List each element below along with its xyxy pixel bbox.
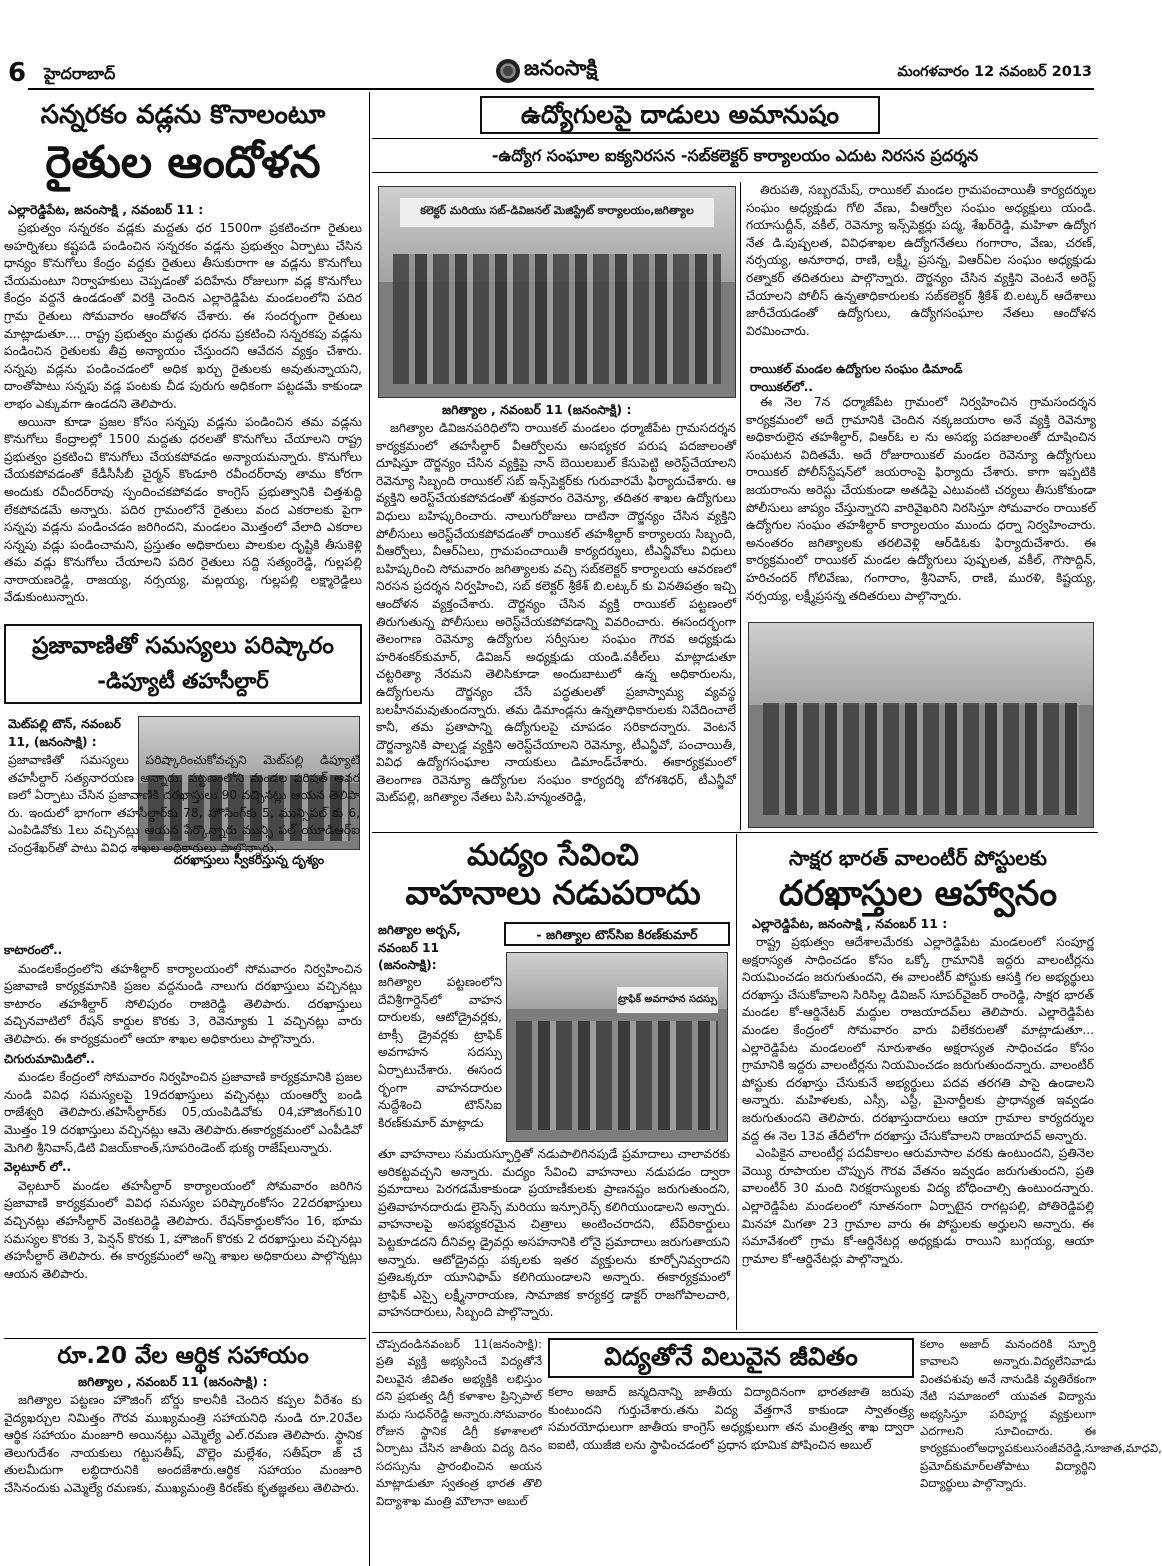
- drinking-headline-line1: మద్యం సేవించి: [466, 838, 640, 873]
- employees-body-right: [746, 182, 1096, 358]
- farmers-paragraph: అయినా కూడా ప్రజల కోసం సన్నపు వడ్లను పండించిన తమ వడ్లను కొనుగోలు కేంద్రాలల్లో 1500 మద్దతు ధరలతో కొనుగోలు చేయాలని రాష్ట్ర ప్రభుత్వం ప్రకటించి కొనుగోలు చేయకపోవడం అన్యాయమన్నారు. కొనుగోలు చేయకపోవడంతో కేడీసీసీబీ చైర్మన్ కొండూరి రవీందర్‌రావు తాము కోరగా అందుకు రవీందర్‌రావు స్పందించకపోవడం కాంగ్రెస్ ప్రభుత్వానికి చిత్తశుద్ది లేకపోవడమే అన్నారు. పదిర గ్రామంలోనే రైతులు వంద ఎకరాలకు పైగా సన్నపు వడ్లను పండించడం జరిగిందని, మండలం మొత్తంలో వేలాది ఎకరాల సన్నపు వడ్లు పండించామని, ప్రస్తుతం అధికారులు పాలకుల దృష్టికి తీసుకెళ్లి తమ వడ్లు కొనుగోలు చేయాలని పదిర రైతులు సద్ది సత్యంరెడ్డి, గుల్లపల్లి నారాయణరెడ్డి, రాజయ్య, నర్సయ్య, మల్లయ్య, గుల్లపల్లి లక్ష్మారెడ్డిలు వేడుకుంటున్నారు.: [4, 414, 362, 605]
- photo-office-sign: కలెక్టర్ మరియు సబ్-డివిజనల్ మెజిస్ట్రేట్ కార్యాలయం,జగిత్యాల: [400, 198, 713, 227]
- story-employees: [372, 92, 1098, 832]
- education-headline: విద్యతోనే విలువైన జీవితం: [548, 1338, 914, 1378]
- story-aid: [0, 1340, 366, 1562]
- volunteer-paragraph: ఎంపికైన వాలంటీర్ల పదవీకాలం ఆరుమాసాల వరకు ఉంటుందని, ప్రతినెల వెయ్యి రూపాయల చొప్పున గౌరవ వేతనం ఇవ్వడం జరుగుతుందని, ప్రతి వాలంటీర్ 30 మంది నిరక్షరాస్యులకు విద్య బోధించాల్సి ఉంటుందన్నారు. ఎల్లారెడ్డిపేట మండలంలో నూతనంగా ఏర్పాటైన రాగట్లపల్లి, పోతిరెడ్డిపల్లి మినహా మిగతా 23 గ్రామాల వారు ఈ పోస్టులకు అర్హులని అన్నారు. ఈ సమావేశంలో గ్రామ కో-ఆర్డినేటర్ల అధ్యక్షుడు రాయిని బుగ్గయ్య, ఆయా గ్రామాల కో-ఆర్డినేటర్లు పాల్గొన్నారు.: [742, 1146, 1094, 1266]
- story-farmers: [0, 92, 366, 620]
- education-paragraph: చొప్పదండినవంబర్ 11(జనంసాక్షి): ప్రతి వ్యక్తి అభ్యసించే విద్యతోనే విలువైన జీవితం అభ్యక్తికి లభిస్తుం దని ప్రభుత్వ డిగ్రీ కళాశాల ప్రిన్సిపాల్ మధు సుధన్‌రెడ్డి అన్నారు.సోమవారం రోజున స్థానిక డిగ్రీ కళాశాలలో ఏర్పాటు చేసిన జాతీయ విద్య దినం సదస్సును ప్రారంభించిన అయన మాట్లాడుతూ స్వతంత్ర భారత తొలి విద్యాశాఖ మంత్రి మౌలానా అబుల్: [376, 1337, 542, 1508]
- prajavani-paragraph: మండలకేంద్రంలోని తహశీల్దార్ కార్యాలయంలో సోమవారం నిర్వహించిన ప్రజావాణి కార్యక్రమానికి ప్రజల వద్దనుండి నాలుగు దరఖాస్తులు వచ్చినట్లు కాటారం తహశీల్దార్ సోలిపురం రాజిరెడ్డి తెలిపారు. దరఖాస్తులు వచ్చినవాటిలో రేషన్ కార్డుల కొరకు 3, రెవెన్యూకు 1 వచ్చినట్లు వారు తెలిపారు. ఈ కార్యక్రమంలో ఆయా శాఖల అధికారులు పాల్గొన్నారు.: [4, 961, 362, 1046]
- aid-paragraph: జగిత్యాల పట్టణం హౌజింగ్ బోర్డు కాలనీకి చెందిన కప్పల వీరేశం కు వైద్యఖర్చుల నిమిత్తం గౌరవ ముఖ్యమంత్రి సహాయనిధి నుండి రూ.20వేల ఆర్థిక సహాయం మంజూరి అయినట్లు ఎమ్మెల్యే ఎల్.రమణ తెలిపారు. స్థానిక తెలుగుదేశం నాయకులు గట్టుసతీష్, వొల్లెం మల్లేశం, సతీష్‌రా జ్ చే తులమీదుగా లబ్ధిదారునికి అందజేశారు.ఆర్థిక సహాయం మంజూరి చేసినందుకు ఎమ్మెల్యే రమణకు, ముఖ్యమంత్రి కిరణ్‌కు కృతజ్ఞతలు తెలిపారు.: [4, 1393, 362, 1495]
- kataram-subheading: కాటారంలో..: [4, 943, 63, 957]
- story-drinking: [372, 834, 734, 1330]
- drinking-body: [378, 1146, 730, 1328]
- chigurumamidi-subheading: చిగురుమామిడిలో..: [4, 1051, 95, 1066]
- prajavani-paragraph: వెల్గటూర్ మండల తహసీల్దార్ కార్యాలయంలో సోమవారం జరిగిన ప్రజావాణి కార్యక్రమంలో వివిధ సమస్యల పరిష్కారంకోసం 22దరఖాస్తులు వచ్చినట్లు తహసీల్దార్ వెంకటరెడ్డి తెలిపారు. రేషన్‌కార్డులకోసం 16, భూమ సమస్యల కొరకు 3, పెన్షన్ కొరకు 1, హౌజింగ్ కొరకు 2 దరఖాస్తులు వచ్చినట్లు తహసీల్దార్ తెలిపారు. ఈ కార్యక్రమంలో అన్ని శాఖల అధికారులు పాల్గొన్నట్లు ఆయన తెలిపారు.: [4, 1178, 362, 1281]
- employees-paragraph: ఈ నెల 7న ధర్మాజీపేట గ్రామంలో నిర్వహించిన గ్రామసందర్శన కార్యక్రమంలో అదే గ్రామానికి చెందిన నక్కజయరాం అనే వ్యక్తి రెవెన్యూ అధికారులైన తహశీల్దార్, విఆర్ఓ ల ను అసభ్య పదజాలంతో దూషించిన సంఘటన విదితమే. అదే రోజురాయికల్ మండల రెవెన్యూ ఉద్యోగులు రాయికల్ పోలీస్‌స్టేషన్‌లో జయరాంపై ఫిర్యాదు చేశారు. కాగా ఇప్పటికి జయరాంను అరెస్టు చేయకుండా అతడిపై ఎటువంటి చర్యలు తీసుకోకుండా పోలీసులు జాప్యం చేస్తున్నారని వారివైఖరిని నిరసిస్తూ సోమవారం రాయికల్ ఉద్యోగుల సంఘం తహశీల్దార్ కార్యాలయం ముందు ధర్నా నిర్వహించారు. అనంతరం జగిత్యాలకు తరలివెళ్లి ఆర్‌డిఓకు ఫిర్యాదుచేశారు. ఈ కార్యక్రమంలో రాయికల్ మండల ఉద్యోగులు పుష్పలత, వకీల్, గౌసొద్దిన్, హరిచందర్ గోలివేణు, గంగారాం, శ్రీనివాస్, రాణి, మురళి, కిష్టయ్య, నర్సయ్య, లక్ష్మీప్రసన్న తదితరులు పాల్గొన్నారు.: [746, 395, 1096, 603]
- employees-body-left: [376, 420, 736, 830]
- prajavani-intro-text: ప్రజావాణితో సమస్యలు పరిష్కారించుకోవచ్చని మెట్‌పల్లి డిప్యూటి తహసీల్దార్ సత్యనారయణ అన్నారు. పట్టణంలోని మండల పరిషత్ ఆవర ణలో ఏర్పాటు చేసిన ప్రజావాణికి దరఖాస్తులు 90 వచ్చినట్లు ఆయన తెలిపా రు. ఇందులో భాగంగా తహసీల్దార్‌కు 78, హౌసింగ్‌కు 5, మున్సిపల్ కు 6, ఎంపిడివోకు 1లు వచ్చినట్లు ఆయన పేర్కొన్నారు మున్సి పల్ యూడిఆర్‌ఐ చంద్రశేఖర్‌తో పాటు వివిధ శాఖల అధికారులు పాల్గొన్నారు.: [8, 753, 360, 855]
- prajavani-headline: ప్రజావాణితో సమస్యలు పరిష్కారం: [32, 633, 334, 659]
- drinking-intro-text: జగిత్యాల పట్టణంలోని దేవిశ్రీగార్డెన్‌లో వాహన దారులకు, ఆటోడ్రైవర్లకు, టాక్సీ డ్రైవర్లకు ట్రాఫిక్ అవగాహన సదస్సు ఏర్పాటుచేశారు. ఈసంద ర్భంగా వాహనదారుల నుద్దేశించి టౌన్‌సిఐ కిరణ్‌కుమార్ మాట్లాడు: [378, 975, 502, 1130]
- volunteer-headline: దరఖాస్తుల ఆహ్వానం: [778, 874, 1058, 914]
- education-paragraph: కలాం అజాద్ మనందరికి స్ఫూర్తి కావాలని అన్నారు.విద్యలేనివాడు వింతపశువు అనే నానుడికి వ్యతిరేకంగా నేటి సమాజంలో యువత విద్యాను అభ్యసిస్తూ పరిపూర్ణ వ్యక్తులుగా ఎదగాలని సూచించారు. ఈ కార్యక్రమంలోఅధ్యాపకులుసంజీవరెడ్డి,సూజాత,మాధవి, ప్రమోద్‌కుమార్‌లతోపాటు విద్యార్థిని విద్యార్థులు పాల్గొన్నారు.: [920, 1337, 1162, 1491]
- paper-logo: [496, 54, 622, 88]
- paper-name: జనంసాక్షి: [524, 56, 598, 80]
- employees-body-side: [746, 394, 1096, 620]
- section-rule: [4, 1338, 366, 1339]
- photo-banner: ట్రాఫిక్ అవగాహన సదస్సు: [617, 987, 718, 1013]
- education-col-mid: [548, 1384, 914, 1558]
- prajavani-dateline: మెట్‌పల్లి టౌన్, నవంబర్ 11, (జనంసాక్షి) :: [8, 717, 121, 749]
- farmers-paragraph: ప్రభుత్వం సన్నరకం వడ్లకు మద్దతు ధర 1500గా ప్రకటించగా రైతులు అహర్నిశలు కష్టపడి పండించిన సన్నరకం వడ్లను ప్రభుత్వం ఏర్పాటు చేసిన ధాన్యం కొనుగోలు కేంద్రం వద్దకు రైతులు తీసుకురాగా ఆ వడ్లను కొనుగోలు చేయమంటూ నిర్వాహకులు చెప్పడంతో పదిహేను రోజులుగా వడ్ల కొనుగోలు కేంద్రం వద్దనే ఉండడంతో విరక్తి చెందిన ఎల్లారెడ్డిపేట మండలంలోని పదిర గ్రామ రైతులు సోమవారం ఆందోళన చేశారు. ఈ సందర్భంగా రైతులు మాట్లాడుతూ.... రాష్ట్ర ప్రభుత్వం మద్దతు ధరను ప్రకటించి సన్నరకపు వడ్లను పండించిన రైతులకు తీవ్ర అన్యాయం చేస్తుందని ఆవేదన వ్యక్తం చేశారు. సన్నపు వడ్లను పండించడంలో అధిక ఖర్చు రైతులకు అవుతున్నాయని, దాంతోపాటు సన్నపు వడ్ల పంటకు చీడ పురుగు అధికంగా పట్టడమే కాకుండా లాభం ఎక్కువగా ఉండదని తెలిపారు.: [4, 221, 362, 411]
- drinking-byline: - జగిత్యాల టౌన్‌సిఐ కిరణ్‌కుమార్: [504, 922, 730, 946]
- prajavani-intro: [8, 752, 360, 938]
- masthead-city: హైదరాబాద్: [44, 64, 116, 83]
- drinking-paragraph: తూ వాహనాలు సమయస్ఫూర్తితో నడుపాలిగినపుడే ప్రమాదాలు చాలావరకు అరికట్టవచ్చని అన్నారు. మద్యం సేవించి వాహనాలు నడుపడం ద్వారా ప్రమాదాలు పెరగడమేకాకుండా ప్రయాణీకులకు ప్రాణనష్టం జరుగుతుందని, ప్రతివాహనదారుడు లైసెన్స్ మరియు ఇన్సూరెన్స్ కలిగియుండాలని అన్నారు. వాహనాలపై అసభ్యకరమైన చిత్రాలు అంటించరాదని, టేప్‌రికార్డులు పెట్టకూడదని దీనివల్ల డ్రైవర్లు అసహనానికి లోనై ప్రమాదాలు జరుగుతాయని అన్నారు. ఆటోడ్రైవర్లు పక్కలకు ఇతర వ్యక్తులను కూర్చోనివ్వరాదని ప్రతిఒక్కరూ యూనిఫామ్ కలిగియుండాలని అన్నారు. ఈకార్యక్రమంలో ట్రాఫిక్ ఎస్సై లక్ష్మీనారాయణ, సామాజిక కార్యకర్త డాక్టర్ రాజగోపాలచారి, వాహనదారులు, సిబ్బంది పాల్గొన్నారు.: [378, 1147, 730, 1320]
- farmers-headline: రైతుల ఆందోళన: [45, 137, 321, 188]
- column-rule: [369, 92, 370, 1566]
- story-volunteer: [738, 834, 1098, 1330]
- story-education: [372, 1334, 1162, 1562]
- farmers-body: [4, 220, 362, 616]
- employees-headline: ఉద్యోగులపై దాడులు అమానుషం: [480, 96, 880, 134]
- masthead: [0, 0, 1100, 92]
- section-rule: [372, 1332, 1098, 1333]
- education-paragraph: కలాం అజాద్ జన్మదినాన్ని జాతీయ విద్యాదినంగా భారతజాతి జరుపు కుంటుందని గుర్తుచేశారు.తను విద్య వేత్తగానే కాకుండా స్వాతంత్ర్య సమరయోధులుగా జాతీయ కాంగ్రెస్ అధ్యక్షులుగా తన మంత్రిత్వ శాఖ ద్వారా ఐఐటి, యుజీజి లను స్థాపించడంలో ప్రధాన భూమిక పోషించిన అబుల్: [548, 1385, 914, 1452]
- farmers-dateline: ఎల్లారెడ్డిపేట, జనంసాక్షి , నవంబర్ 11 :: [8, 202, 204, 217]
- drinking-photo: [506, 952, 728, 1142]
- volunteer-paragraph: రాష్ట్ర ప్రభుత్వం ఆదేశాలమేరకు ఎల్లారెడ్డిపేట మండలంలో సంపూర్ణ అక్షరాస్యత సాధించడం కోసం ఒక్కో గ్రామానికి ఇద్దరు వాలంటీర్లను నియమించడం జరుగుతుందని, ఈ వాలంటీర్ పోస్టుకు ఆసక్తి గల అభ్యర్థులు దరఖాస్తు చేసుకోవాలని సిరిసిల్ల డివిజన్ సూపర్‌వైజర్ రాంరెడ్డి, సాక్షర భారత్ మండల కో-ఆర్డినేటర్ మద్దుల రాజయాదవ్‌లు తెలిపారు. ఎల్లారెడ్డిపేట మండల కేంద్రంలో సోమవారం వారు విలేకరులతో మాట్లాడుతూ... ఎల్లారెడ్డిపేట మండలంలో నూరుశాతం అక్షరాస్యత సాధించడం కోసం గ్రామానికి ఇద్దరు వాలంటీర్లను నియమించడం జరుగుతుందన్నారు. వాలంటీర్ పోస్టుకు దరఖాస్తు చేసుకునే అభ్యర్థులు పదవ తరగతి పాసై ఉండాలని అన్నారు. మహిళలకు, ఎస్సీ, ఎస్టీ, మైనార్టీలకు ప్రాధాన్యత ఇవ్వడం జరుగుతుందని తెలిపారు. దరఖాస్తుదారులు ఆయా గ్రామాల కార్యదర్శుల వద్ద ఈ నెల 13వ తేదీలోగా దరఖాస్తు చేసుకోవాలని రాజయాదవ్ అన్నారు.: [742, 935, 1094, 1143]
- page-number: 6: [8, 58, 27, 88]
- prajavani-byline: -డిప్యూటీ తహసీల్దార్: [97, 669, 269, 693]
- aid-dateline: జగిత్యాల , నవంబర్ 11 (జనంసాక్షి) :: [78, 1374, 268, 1389]
- employees-rule: [372, 138, 1098, 139]
- logo-emblem-icon: [496, 59, 520, 83]
- farmers-kicker: సన్నరకం వడ్లను కొనాలంటూ: [40, 100, 326, 130]
- masthead-date: మంగళవారం 12 నవంబర్ 2013: [897, 64, 1092, 80]
- prajavani-header-box: [4, 624, 362, 704]
- employees-paragraph: జగిత్యాల డివిజనపరిధిలోని రాయికల్ మండలం ధర్మాజీపేట గ్రామసదర్శన కార్యక్రమంలో తహసీల్దార్ వీఆర్వోలను అసభ్యకర పరుష పదజాలంతో దూషిస్తూ దౌర్జన్యం చేసిన వ్యక్తిపై నాన్ బెయిలబుల్ కేసుపెట్టి అరెస్ట్‌చేయాలని రెవెన్యూ సిబ్బంది రాయికల్ సబ్ ఇన్స్‌పెక్టర్‌కు గురువారమే ఫిర్యాదుచేశారు. ఆ వ్యక్తిని అరెస్ట్‌చేయకపోవడంతో శుక్రవారం రెవెన్యూ, తదితర శాఖల ఉద్యోగులు విధులు బహిష్కరించారు. నాలుగురోజులు దాటినా దౌర్జన్యం చేసిన వ్యక్తిని పోలీసులు అరెస్ట్‌చేయకపోవడంతో రాయికల్ తహశీల్దార్ కార్యాలయ సిబ్బంది, వీఆర్వోలు, వీఆర్‌ఏలు, గ్రామపంచాయితీ కార్యదర్శులు, టీఎన్జీవోలు విధులు బహిష్కరించి సోమవారం జగిత్యాలకు వచ్చి సబ్‌కలెక్టర్ కార్యాలయ ఆవరణలో నిరసన ప్రదర్శన నిర్వహించి, సబ్ కలెక్టర్ శ్రీకేశ్ బి.లట్కర్ కు వినతిపత్రం ఇచ్చి ఆందోళన వ్యక్తంచేశారు. దౌర్జన్యం చేసిన వ్యక్తి రాయికల్ పట్టణంలో తిరుగుతున్న పోలీసులు అరెస్ట్‌చేయకపోవడాన్ని వివరించారు. ఈసందర్భంగా తెలంగాణ రెవెన్యూ ఉద్యోగుల సర్వీసుల సంఘం గౌరవ అధ్యక్షుడు హరిశంకర్‌కుమార్, డివిజన్ అధ్యక్షుడు యండి.వకీల్‌లు మాట్లాడుతూ చట్టరిత్యా నేరమని తెలిసికూడా అందుబాటులో ఉన్న అధికారులను, ఉద్యోగులను దౌర్జన్యం చేసే పద్ధతులతో ప్రజాస్వామ్య వ్యవస్థ బలహీనమవుతుందన్నారు. తమ డిమాండ్లను ఉన్నతాధికారులకు నివేదించాలే కానీ, తమ ప్రతాపాన్ని ఉద్యోగులపై చూపడం సరికాదన్నారు. వెంటనే దౌర్జన్యానికి పాల్పడ్డ వ్యక్తిని అరెస్ట్‌చేయాలని రెవెన్యూ, టీఎన్జీవో, పంచాయితీ, వివిధ ఉద్యోగసంఘాల నాయకులు డిమాండ్‌చేశారు. ఈకార్యక్రమంలో తెలంగాణ రెవెన్యూ ఉద్యోగుల సంఘం కార్యదర్శి బోగశశిధర్, టీఎన్జీవో మెట్‌పల్లి, జగిత్యాల నేతలు పిసి.హన్మంతరెడ్డి,: [376, 421, 736, 805]
- employees-rule: [372, 172, 1098, 173]
- employees-paragraph: తిరుపతి, సబ్బరమేష్, రాయికల్ మండల గ్రామపంచాయితీ కార్యదర్శుల సంఘం అధ్యక్షుడు గోలి వేణు, వీఆర్వోల సంఘం అధ్యక్షులు యండి. గయాసుద్దీన్, వకీల్, రెవెన్యూ ఇన్స్‌పెక్టర్లు పద్మ, శేఖర్‌రెడ్డి, మహిళా ఉద్యోగ నేత డి.పుష్పలత, వివిధశాఖల ఉద్యోగనేతలు గంగారాం, వేణు, చరణ్, నర్సయ్య, అనూరాధ, రాణి, లక్ష్మీ, ప్రసన్న, విఆర్‌ఏల సంఘం అధ్యక్షుడు రత్నాకర్ తదితరులు పాల్గొన్నారు. దౌర్జన్యం చేసిన వ్యక్తిని వెంటనే అరెస్ట్ చేయాలని పోలీస్ ఉన్నతాధికారులకు సబ్‌కలెక్టర్ శ్రీకేశ్ బి.లట్కర్ ఆదేశాలు జారీచేయడంతో ఉద్యోగులు, ఉద్యోగసంఘాల నేతలు ఆందోళన విరమించారు.: [746, 183, 1096, 338]
- aid-headline: రూ.20 వేల ఆర్థిక సహాయం: [57, 1343, 309, 1369]
- raikal-subheading: రాయికల్ మండల ఉద్యోగుల సంఘం డిమాండ్: [750, 362, 963, 376]
- drinking-dateline: జగిత్యాల అర్బన్, నవంబర్ 11 (జనంసాక్షి):: [378, 923, 461, 973]
- education-col-left: [376, 1336, 542, 1558]
- prajavani-body: [4, 940, 362, 1336]
- prajavani-photo-caption: దరఖాస్తులు స్వీకరిస్తున్న దృశ్యం: [138, 852, 360, 871]
- story-prajavani: [0, 624, 366, 1338]
- education-col-right: [920, 1336, 1162, 1558]
- raikal-dharna-photo: [748, 622, 1094, 828]
- employees-protest-photo: [378, 186, 736, 398]
- drinking-intro: [378, 974, 502, 1146]
- column-rule: [736, 834, 737, 1330]
- masthead-rule: [28, 88, 1094, 90]
- volunteer-kicker: సాక్షర భారత్ వాలంటీర్ పోస్టులకు: [789, 846, 1047, 870]
- velgatur-subheading: వెల్గటూర్ లో..: [4, 1160, 72, 1175]
- drinking-headline-line2: వాహనాలు నడుపరాదు: [405, 873, 701, 912]
- volunteer-body: [742, 934, 1094, 1330]
- column-rule: [740, 182, 741, 830]
- employees-subheadline: -ఉద్యోగ సంఘాల ఐక్యనిరసన -సబ్‌కలెక్టర్ కార్యాలయం ఎదుట నిరసన ప్రదర్శన: [491, 146, 979, 165]
- raikal-dateline: రాయికల్‌లో..: [750, 380, 813, 394]
- prajavani-paragraph: మండల కేంద్రంలో సోమవారం నిర్వహించిన ప్రజావాణి కార్యక్రమానికి ప్రజల నుండి వివిధ సమస్యలపై 19దరఖాస్తులు వచ్చినట్లు యంఆర్వో బండి రాజేశ్వరి తెలిపారు.తహిసీల్దార్‌కు 05,యంపిడివోకు 04,హౌజింగ్‌కు10 మొత్తం 19 దరఖాస్తులు వచ్చినట్లు ఆమె తెలిపారు.ఈకార్యక్రమంలో ఎంపీడివో మెగిలి శ్రీనివాస్,డిటి విజయ్‌కాంత్,సూపరిండెంట్ భుక్య రాజేష్‌లున్నారు.: [4, 1070, 362, 1155]
- aid-body: [4, 1392, 362, 1560]
- volunteer-dateline: ఎల్లారెడ్డిపేట, జనంసాక్షి , నవంబర్ 11 :: [752, 916, 948, 931]
- employees-dateline: జగిత్యాల , నవంబర్ 11 (జనంసాక్షి) :: [442, 402, 632, 417]
- section-rule: [372, 832, 1098, 833]
